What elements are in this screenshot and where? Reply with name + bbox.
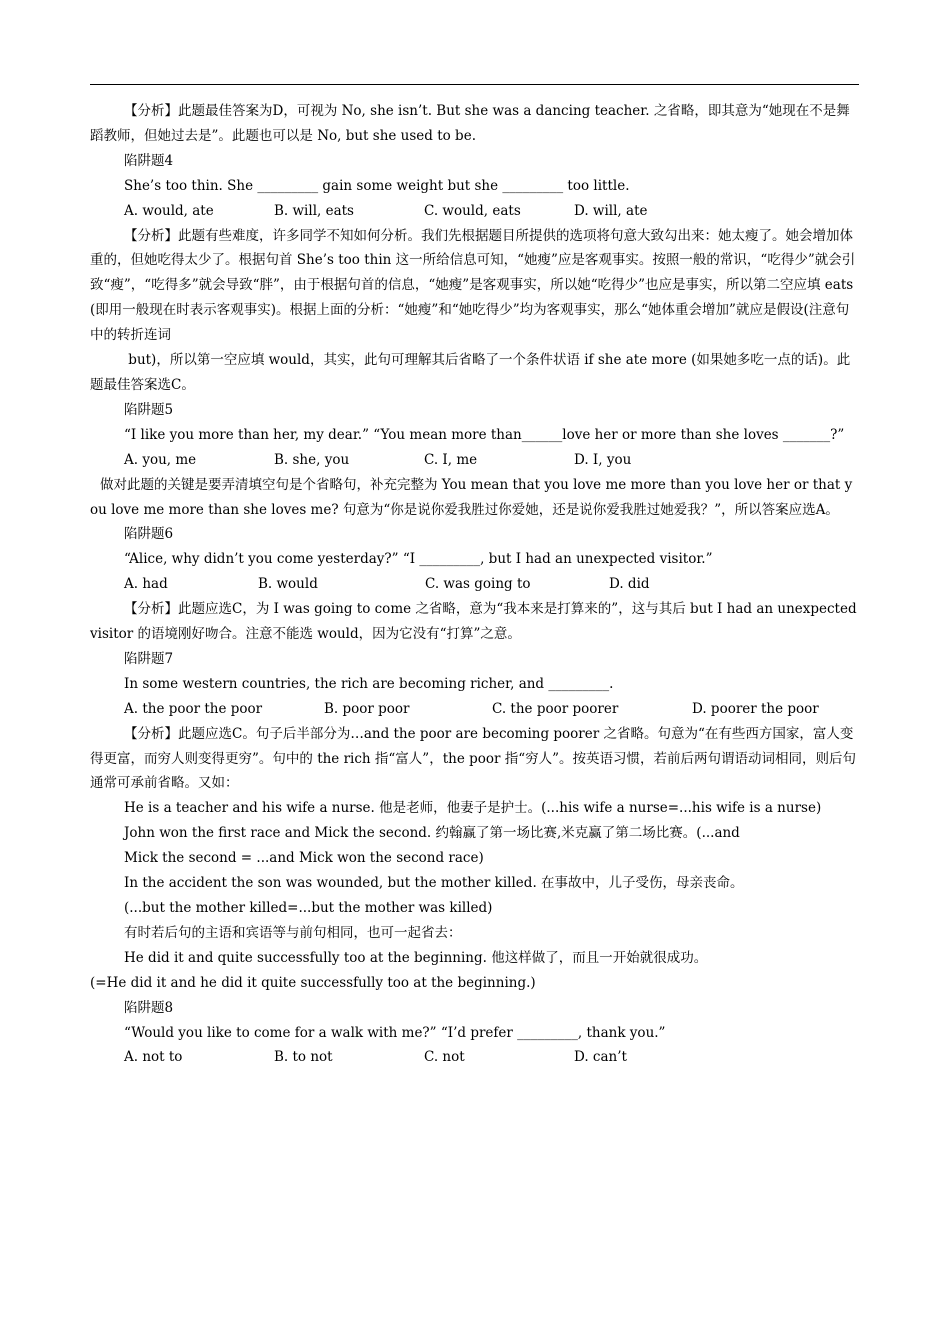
option-a: A. had — [124, 576, 168, 593]
trap-question-7-analysis: 【分析】此题应选C。句子后半部分为…and the poor are becoming poorer 之省略。句意为“在有些西方国家，富人变得更富，而穷人则变得更穷”。句中的 the rich 指“富人”，the poor 指“穷人”。按英语习惯，若前后两句谓语动词相同，则后句通常可承前省略。又如： — [90, 725, 857, 792]
option-c: C. was going to — [425, 576, 531, 593]
example-3-cont: (...but the mother killed=...but the mother was killed) — [124, 900, 493, 916]
trap-question-6-stem: “Alice, why didn’t you come yesterday?” “I _________, but I had an unexpected visitor.” — [124, 551, 713, 568]
trap-question-7-options — [90, 697, 860, 722]
document-body — [90, 99, 860, 1070]
example-2-cont: Mick the second = ...and Mick won the second race) — [124, 850, 484, 867]
trap-question-5-stem: “I like you more than her, my dear.” “You mean more than______love her or more than she loves _______?” — [124, 426, 845, 443]
option-d: D. I, you — [574, 451, 632, 468]
trap-question-4-analysis: 【分析】此题有些难度，许多同学不知如何分析。我们先根据题目所提供的选项将句意大致勾出来：她太瘦了。她会增加体重的，但她吃得太少了。根据句首 She’s too thin 这一所给信息可知，“她瘦”应是客观事实。按照一般的常识，“吃得少”就会引致“瘦”，“吃得多”就会导致“胖”，由于根据句首的信息，“她瘦”是客观事实，所以她“吃得少”也应是事实，所以第二空应填 eats(即用一般现在时表示客观事实)。根据上面的分析：“她瘦”和“她吃得少”均为客观事实，那么“她体重会增加”就应是假设(注意句中的转折连词 — [90, 227, 856, 344]
option-b: B. to not — [274, 1049, 333, 1066]
trap-question-6-options — [90, 572, 860, 597]
option-b: B. poor poor — [324, 700, 410, 717]
option-a: A. the poor the poor — [124, 700, 263, 717]
option-c: C. would, eats — [424, 202, 521, 219]
option-a: A. not to — [124, 1049, 183, 1066]
example-1: He is a teacher and his wife a nurse. 他是老师，他妻子是护士。(...his wife a nurse=...his wife is a nurse) — [124, 800, 822, 817]
trap-question-5-options — [90, 448, 860, 473]
trap-question-4-stem: She’s too thin. She _________ gain some weight but she _________ too little. — [124, 177, 630, 194]
option-d: D. will, ate — [574, 202, 648, 219]
trap-question-4-title: 陷阱题4 — [124, 152, 174, 169]
option-c: C. the poor poorer — [492, 700, 619, 717]
option-b: B. she, you — [274, 451, 350, 468]
option-a: A. would, ate — [124, 202, 214, 219]
option-c: C. I, me — [424, 451, 478, 468]
trap-question-6-title: 陷阱题6 — [124, 526, 174, 543]
example-2: John won the first race and Mick the second. 约翰赢了第一场比赛,米克赢了第二场比赛。(...and — [124, 825, 740, 842]
option-d: D. poorer the poor — [692, 700, 819, 717]
analysis-paragraph-3: 【分析】此题最佳答案为D，可视为 No, she isn’t. But she was a dancing teacher. 之省略，即其意为“她现在不是舞蹈教师，但她过去是”。此题也可以是 No, but she used to be. — [90, 103, 850, 144]
trap-question-6-analysis: 【分析】此题应选C，为 I was going to come 之省略，意为“我本来是打算来的”，这与其后 but I had an unexpected visitor 的语境刚好吻合。注意不能选 would，因为它没有“打算”之意。 — [90, 601, 861, 643]
example-4: He did it and quite successfully too at the beginning. 他这样做了，而且一开始就很成功。 — [124, 949, 708, 966]
trap-question-5-analysis: 做对此题的关键是要弄清填空句是个省略句，补充完整为 You mean that you love me more than you love her or that you love me more than she loves me? 句意为“你是说你爱我胜过你爱她，还是说你爱我胜过她爱我？”，所以答案应选A。 — [90, 476, 853, 518]
trap-question-8-stem: “Would you like to come for a walk with me?” “I’d prefer _________, thank you.” — [124, 1024, 666, 1041]
trap-question-4-analysis-cont: but)，所以第一空应填 would，其实，此句可理解其后省略了一个条件状语 if she ate more (如果她多吃一点的话)。此题最佳答案选C。 — [90, 352, 851, 393]
option-b: B. will, eats — [274, 202, 354, 219]
header-rule — [90, 84, 859, 85]
trap-question-4-options — [90, 199, 860, 224]
option-a: A. you, me — [124, 451, 197, 468]
ellipsis-note: 有时若后句的主语和宾语等与前句相同，也可一起省去： — [124, 924, 462, 941]
trap-question-5-title: 陷阱题5 — [124, 401, 174, 418]
option-b: B. would — [258, 576, 318, 593]
option-d: D. did — [609, 576, 650, 593]
option-c: C. not — [424, 1049, 465, 1066]
option-d: D. can’t — [574, 1049, 627, 1066]
trap-question-7-stem: In some western countries, the rich are becoming richer, and _________. — [124, 675, 614, 692]
trap-question-8-title: 陷阱题8 — [124, 999, 174, 1016]
trap-question-7-title: 陷阱题7 — [124, 650, 174, 667]
trap-question-8-options — [90, 1045, 860, 1070]
example-3: In the accident the son was wounded, but the mother killed. 在事故中，儿子受伤，母亲丧命。 — [124, 875, 744, 892]
example-4-cont: (=He did it and he did it quite successfully too at the beginning.) — [90, 974, 536, 991]
